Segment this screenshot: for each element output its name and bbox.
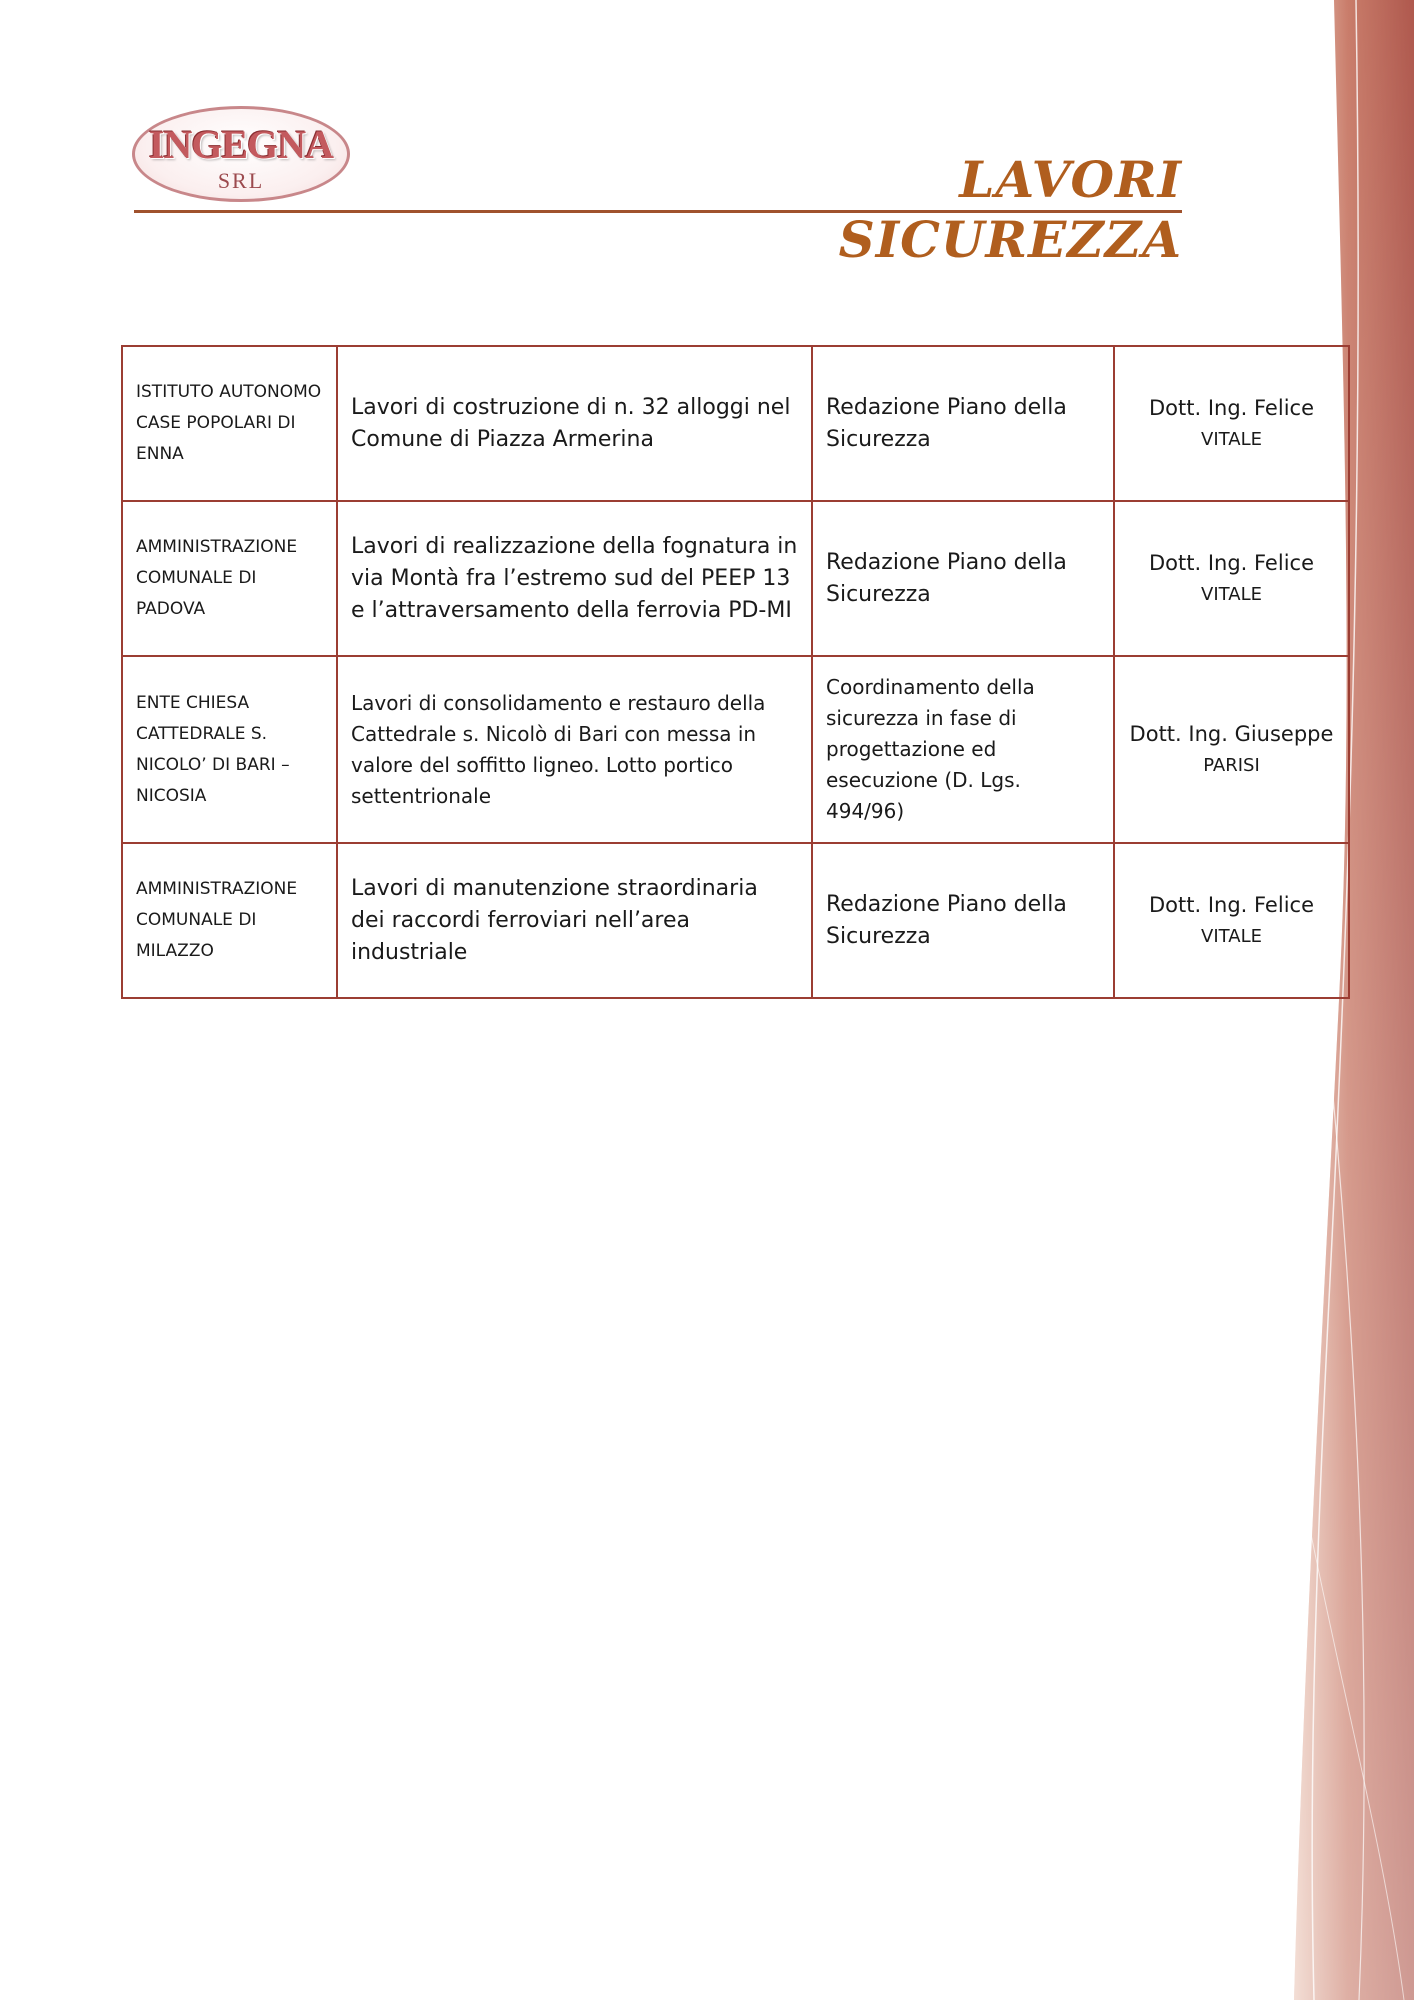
person-title: Dott. Ing. Felice	[1148, 892, 1314, 917]
header-divider	[134, 210, 1182, 213]
client-cell: AMMINISTRAZIONE COMUNALE DI PADOVA	[122, 501, 337, 656]
description-cell: Lavori di realizzazione della fognatura in via Montà fra l’estremo sud del PEEP 13 e l’attraversamento della ferrovia PD-MI	[337, 501, 812, 656]
logo-brand-name: INGEGNA	[148, 122, 334, 167]
person-cell	[1114, 656, 1349, 843]
person-cell	[1114, 346, 1349, 501]
works-table	[121, 345, 1350, 999]
table-row	[122, 656, 1349, 843]
logo-suffix: SRL	[217, 168, 265, 193]
client-cell: ISTITUTO AUTONOMO CASE POPOLARI DI ENNA	[122, 346, 337, 501]
person-surname: VITALE	[1201, 583, 1262, 605]
person-surname: VITALE	[1201, 428, 1262, 450]
person-title: Dott. Ing. Felice	[1148, 550, 1314, 575]
client-cell: ENTE CHIESA CATTEDRALE S. NICOLO’ DI BARI – NICOSIA	[122, 656, 337, 843]
person-title: Dott. Ing. Felice	[1148, 395, 1314, 420]
description-cell: Lavori di consolidamento e restauro della Cattedrale s. Nicolò di Bari con messa in valore del soffitto ligneo. Lotto portico settentrionale	[337, 656, 812, 843]
decorative-side-band	[1284, 0, 1414, 2000]
service-cell: Coordinamento della sicurezza in fase di progettazione ed esecuzione (D. Lgs. 494/96)	[812, 656, 1114, 843]
page-title: LAVORI SICUREZZA	[838, 150, 1182, 269]
person-cell	[1114, 843, 1349, 998]
person-surname: PARISI	[1203, 754, 1260, 776]
description-cell: Lavori di manutenzione straordinaria dei raccordi ferroviari nell’area industriale	[337, 843, 812, 998]
person-cell	[1114, 501, 1349, 656]
description-cell: Lavori di costruzione di n. 32 alloggi nel Comune di Piazza Armerina	[337, 346, 812, 501]
company-logo	[132, 106, 354, 208]
service-cell: Redazione Piano della Sicurezza	[812, 346, 1114, 501]
person-title: Dott. Ing. Giuseppe	[1129, 721, 1334, 746]
table-row	[122, 501, 1349, 656]
service-cell: Redazione Piano della Sicurezza	[812, 501, 1114, 656]
table-row	[122, 843, 1349, 998]
table-row	[122, 346, 1349, 501]
service-cell: Redazione Piano della Sicurezza	[812, 843, 1114, 998]
client-cell: AMMINISTRAZIONE COMUNALE DI MILAZZO	[122, 843, 337, 998]
person-surname: VITALE	[1201, 925, 1262, 947]
